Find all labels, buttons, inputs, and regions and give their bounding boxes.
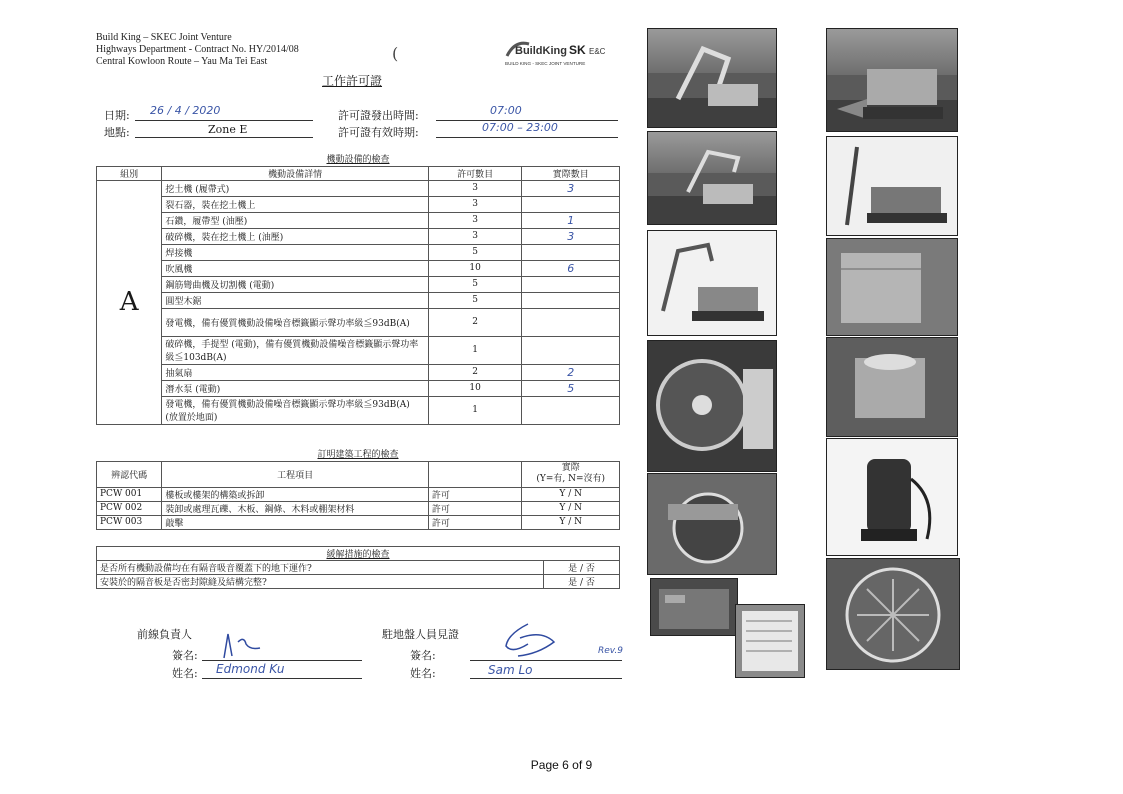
yn-header-title: 實際: [561, 463, 580, 473]
works-status: 許可: [428, 487, 522, 501]
photo-rock-drill: [826, 136, 958, 236]
photo-exhaust-fan: [826, 558, 960, 670]
right-name-label: 姓名:: [410, 667, 436, 680]
right-sign-label: 簽名:: [410, 649, 436, 662]
right-signature: [498, 620, 558, 660]
actual-count: [522, 336, 620, 364]
permitted-count: 2: [428, 364, 522, 380]
mitigation-section-title: 緩解措施的檢查: [97, 547, 620, 561]
permitted-count: 10: [428, 380, 522, 396]
left-name-value: Edmond Ku: [216, 662, 285, 676]
equipment-item: 發電機，備有優質機動設備噪音標籤顯示聲功率級≦93dB(A) (放置於地面): [162, 396, 429, 424]
group-letter: A: [97, 180, 162, 424]
date-value: 26 / 4 / 2020: [150, 104, 221, 117]
permitted-count: 1: [428, 396, 522, 424]
equipment-item: 鋼筋彎曲機及切割機 (電動): [162, 276, 429, 292]
mitigation-answer: 是 / 否: [544, 575, 620, 589]
works-code: PCW 003: [97, 515, 162, 529]
works-code: PCW 002: [97, 501, 162, 515]
works-item: 敲擊: [162, 515, 429, 529]
permitted-count: 10: [428, 260, 522, 276]
actual-count: [522, 244, 620, 260]
mitigation-question: 是否所有機動設備均在有隔音吸音覆蓋下的地下運作?: [97, 561, 544, 575]
actual-count: [522, 276, 620, 292]
photo-submersible-pump: [826, 438, 958, 556]
location-value: Zone E: [208, 123, 248, 136]
equipment-item: 吹風機: [162, 260, 429, 276]
col-permitted-header: 許可數目: [428, 166, 522, 180]
valid-period-label: 許可證有效時期:: [338, 126, 419, 139]
equipment-item: 焊接機: [162, 244, 429, 260]
actual-count: 1: [522, 212, 620, 228]
works-item: 裝卸或處理瓦礫、木板、鋼條、木料或棚架材料: [162, 501, 429, 515]
left-sign-line: [202, 660, 362, 661]
mitigation-answer: 是 / 否: [544, 561, 620, 575]
photo-circular-saw: [647, 473, 777, 575]
col-works-item-header: 工程項目: [162, 461, 429, 487]
actual-count: 6: [522, 260, 620, 276]
col-group-header: 組別: [97, 166, 162, 180]
equipment-item: 破碎機，裝在挖土機上 (油壓): [162, 228, 429, 244]
photo-welding-box: [826, 238, 958, 336]
company-logo: [505, 38, 621, 68]
issue-time-value: 07:00: [490, 104, 522, 117]
mitigation-question: 安裝於的隔音板是否密封隙縫及結構完整?: [97, 575, 544, 589]
permitted-count: 3: [428, 228, 522, 244]
photo-generator: [650, 578, 738, 636]
col-actual-header: 實際數目: [522, 166, 620, 180]
location-label: 地點:: [104, 126, 130, 139]
equipment-table: [96, 152, 620, 425]
equipment-item: 挖土機 (履帶式): [162, 180, 429, 196]
header-line-1: Build King – SKEC Joint Venture: [96, 32, 232, 43]
photo-excavator-2: [647, 230, 777, 336]
page-number: Page 6 of 9: [530, 758, 593, 772]
works-status: 許可: [428, 501, 522, 515]
col-item-header: 機動設備詳情: [162, 166, 429, 180]
right-extra-note: Rev.9: [598, 646, 623, 656]
works-table: [96, 447, 620, 530]
permitted-count: 5: [428, 292, 522, 308]
yn-header-sub: (Y=有, N=沒有): [536, 474, 606, 484]
photo-excavator-breaker: [647, 131, 777, 225]
location-underline: [135, 137, 313, 138]
works-code: PCW 001: [97, 487, 162, 501]
actual-count: 3: [522, 228, 620, 244]
permitted-count: 3: [428, 180, 522, 196]
permitted-count: 5: [428, 244, 522, 260]
equipment-item: 潛水泵 (電動): [162, 380, 429, 396]
left-sign-label: 簽名:: [172, 649, 198, 662]
right-signer-title: 駐地盤人員見證: [382, 628, 459, 641]
header-line-3: Central Kowloon Route – Yau Ma Tei East: [96, 56, 268, 67]
permitted-count: 2: [428, 308, 522, 336]
issue-time-label: 許可證發出時間:: [338, 109, 419, 122]
permitted-count: 3: [428, 196, 522, 212]
actual-count: 3: [522, 180, 620, 196]
equipment-item: 石鑽，履帶型 (油壓): [162, 212, 429, 228]
col-yn-header: [522, 461, 620, 487]
photo-bar-bender: [826, 337, 958, 437]
actual-count: [522, 308, 620, 336]
right-name-line: [470, 678, 622, 679]
equipment-item: 破碎機，手提型 (電動)，備有優質機動設備噪音標籤顯示聲功率級≦103dB(A): [162, 336, 429, 364]
left-name-line: [202, 678, 362, 679]
works-section-title: 訂明建築工程的檢查: [97, 447, 620, 461]
permitted-count: 5: [428, 276, 522, 292]
left-signer-title: 前線負責人: [137, 628, 192, 641]
works-item: 樓板或樓架的構築或拆卸: [162, 487, 429, 501]
works-yn: Y / N: [522, 515, 620, 529]
actual-count: [522, 196, 620, 212]
permitted-count: 1: [428, 336, 522, 364]
actual-count: 2: [522, 364, 620, 380]
form-title: 工作許可證: [322, 74, 383, 88]
punch-mark: (: [392, 44, 399, 63]
photo-excavator-1: [647, 28, 777, 128]
actual-count: [522, 396, 620, 424]
permitted-count: 3: [428, 212, 522, 228]
date-label: 日期:: [104, 109, 130, 122]
equipment-item: 圓型木鋸: [162, 292, 429, 308]
right-name-value: Sam Lo: [488, 663, 533, 677]
date-underline: [135, 120, 313, 121]
svg-text:BuildKing: BuildKing: [515, 45, 567, 57]
equipment-section-title: 機動設備的檢查: [97, 152, 620, 166]
actual-count: 5: [522, 380, 620, 396]
mitigation-table: [96, 546, 620, 589]
contractor-header: [96, 32, 299, 68]
photo-ventilation-fan: [647, 340, 777, 472]
equipment-item: 裂石器，裝在挖土機上: [162, 196, 429, 212]
photo-crawler-loader: [826, 28, 958, 132]
logo-graphic: [505, 38, 621, 68]
works-yn: Y / N: [522, 487, 620, 501]
equipment-item: 發電機，備有優質機動設備噪音標籤顯示聲功率級≦93dB(A): [162, 308, 429, 336]
header-line-2: Highways Department - Contract No. HY/2014/08: [96, 44, 299, 55]
works-status: 許可: [428, 515, 522, 529]
right-sign-line: [470, 660, 622, 661]
valid-period-underline: [436, 137, 618, 138]
svg-text:BUILD KING - SKEC JOINT VENTUR: BUILD KING - SKEC JOINT VENTURE: [505, 61, 586, 66]
equipment-item: 抽氣扇: [162, 364, 429, 380]
works-yn: Y / N: [522, 501, 620, 515]
valid-period-value: 07:00 – 23:00: [482, 121, 558, 134]
col-status-header: [428, 461, 522, 487]
left-name-label: 姓名:: [172, 667, 198, 680]
svg-text:E&C: E&C: [589, 47, 606, 56]
left-signature: [216, 630, 276, 660]
photo-generator-label: [735, 604, 805, 678]
actual-count: [522, 292, 620, 308]
svg-text:SK: SK: [569, 43, 586, 57]
col-code-header: 辨認代碼: [97, 461, 162, 487]
